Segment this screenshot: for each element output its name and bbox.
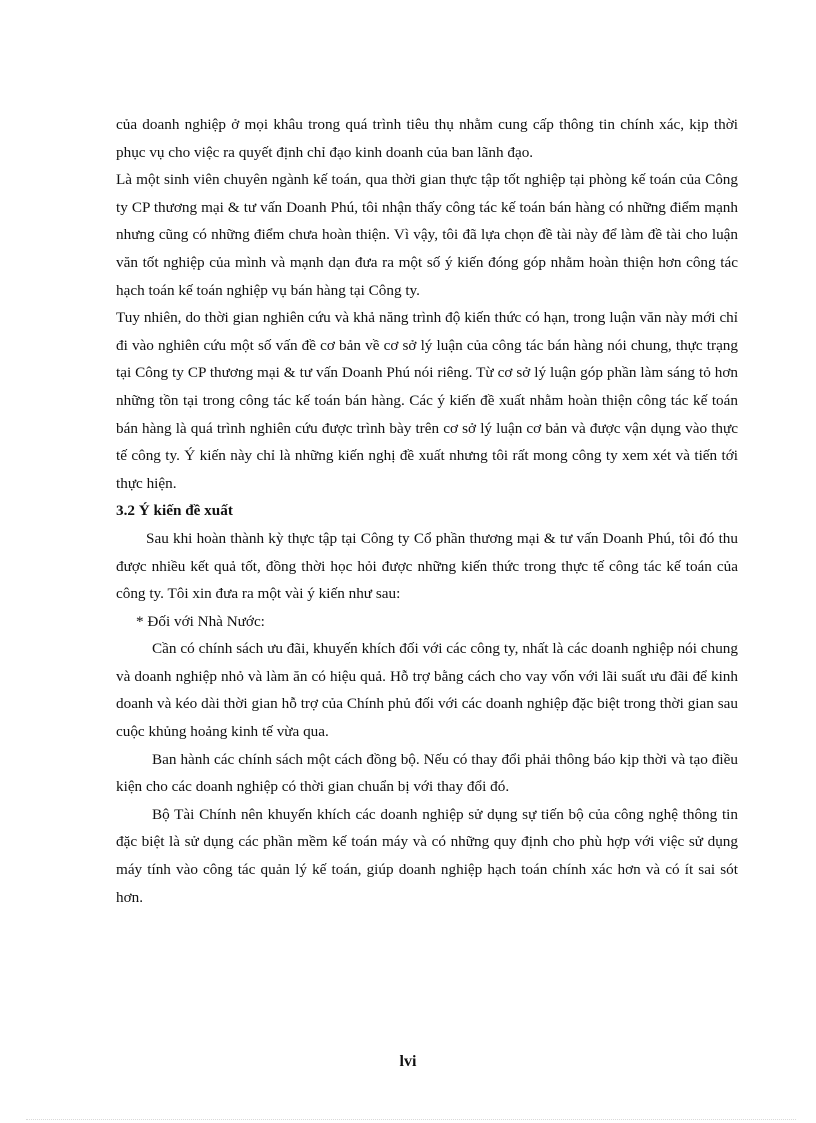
paragraph-research-scope: Tuy nhiên, do thời gian nghiên cứu và khả năng trình độ kiến thức có hạn, trong luận văn này mới chỉ đi vào nghiên cứu một số vấn đề cơ bản về cơ sở lý luận của công tác bán hàng nói chung, thực trạng tại Công ty CP thương mại & tư vấn Doanh Phú nói riêng. Từ cơ sở lý luận góp phần làm sáng tỏ hơn những tồn tại trong công tác kế toán bán hàng. Các ý kiến đề xuất nhằm hoàn thiện công tác kế toán bán hàng là quá trình nghiên cứu được trình bày trên cơ sở lý luận cơ bản và được vận dụng vào thực tế công ty. Ý kiến này chỉ là những kiến nghị đề xuất nhưng tôi rất mong công ty xem xét và tiến tới thực hiện. xyxy=(116,309,738,492)
bullet-state-heading: * Đối với Nhà Nước: xyxy=(136,612,265,630)
paragraph-proposal-intro: Sau khi hoàn thành kỳ thực tập tại Công ty Cổ phần thương mại & tư vấn Doanh Phú, tôi đó thu được nhiều kết quả tốt, đồng thời học hỏi được những kiến thức trong thực tế công tác kế toán của công ty. Tôi xin đưa ra một vài ý kiến như sau: xyxy=(116,529,738,603)
paragraph-student-context: Là một sinh viên chuyên ngành kế toán, qua thời gian thực tập tốt nghiệp tại phòng kế toán của Công ty CP thương mại & tư vấn Doanh Phú, tôi nhận thấy công tác kế toán bán hàng có những điểm mạnh nhưng cũng có những điểm chưa hoàn thiện. Vì vậy, tôi đã lựa chọn đề tài này để làm đề tài cho luận văn tốt nghiệp của mình và mạnh dạn đưa ra một số ý kiến đóng góp nhằm hoàn thiện hơn công tác hạch toán kế toán nghiệp vụ bán hàng tại Công ty. xyxy=(116,171,738,299)
paragraph-ministry-it: Bộ Tài Chính nên khuyến khích các doanh nghiệp sử dụng sự tiến bộ của công nghệ thông tin đặc biệt là sử dụng các phần mềm kế toán máy và có những quy định cho phù hợp với việc sử dụng máy tính vào công tác quản lý kế toán, giúp doanh nghiệp hạch toán chính xác hơn và có ít sai sót hơn. xyxy=(116,805,738,906)
page-number: lvi xyxy=(399,1053,417,1070)
paragraph-policy-sync: Ban hành các chính sách một cách đồng bộ. Nếu có thay đổi phải thông báo kịp thời và tạo điều kiện cho các doanh nghiệp có thời gian chuẩn bị với thay đổi đó. xyxy=(116,750,738,796)
paragraph-incentive-policy: Cần có chính sách ưu đãi, khuyến khích đối với các công ty, nhất là các doanh nghiệp nói chung và doanh nghiệp nhỏ và làm ăn có hiệu quả. Hỗ trợ bằng cách cho vay vốn với lãi suất ưu đãi để kinh doanh và kéo dài thời gian hỗ trợ của Chính phủ đối với các doanh nghiệp đặc biệt trong thời gian sau cuộc khủng hoảng kinh tế vừa qua. xyxy=(116,640,738,741)
document-body xyxy=(116,111,738,911)
section-heading: 3.2 Ý kiến đề xuất xyxy=(116,502,233,520)
paragraph-intro-continuation: của doanh nghiệp ở mọi khâu trong quá trình tiêu thụ nhằm cung cấp thông tin chính xác, kịp thời phục vụ cho việc ra quyết định chỉ đạo kinh doanh của ban lãnh đạo. xyxy=(116,116,738,161)
footer-divider xyxy=(26,1119,796,1120)
